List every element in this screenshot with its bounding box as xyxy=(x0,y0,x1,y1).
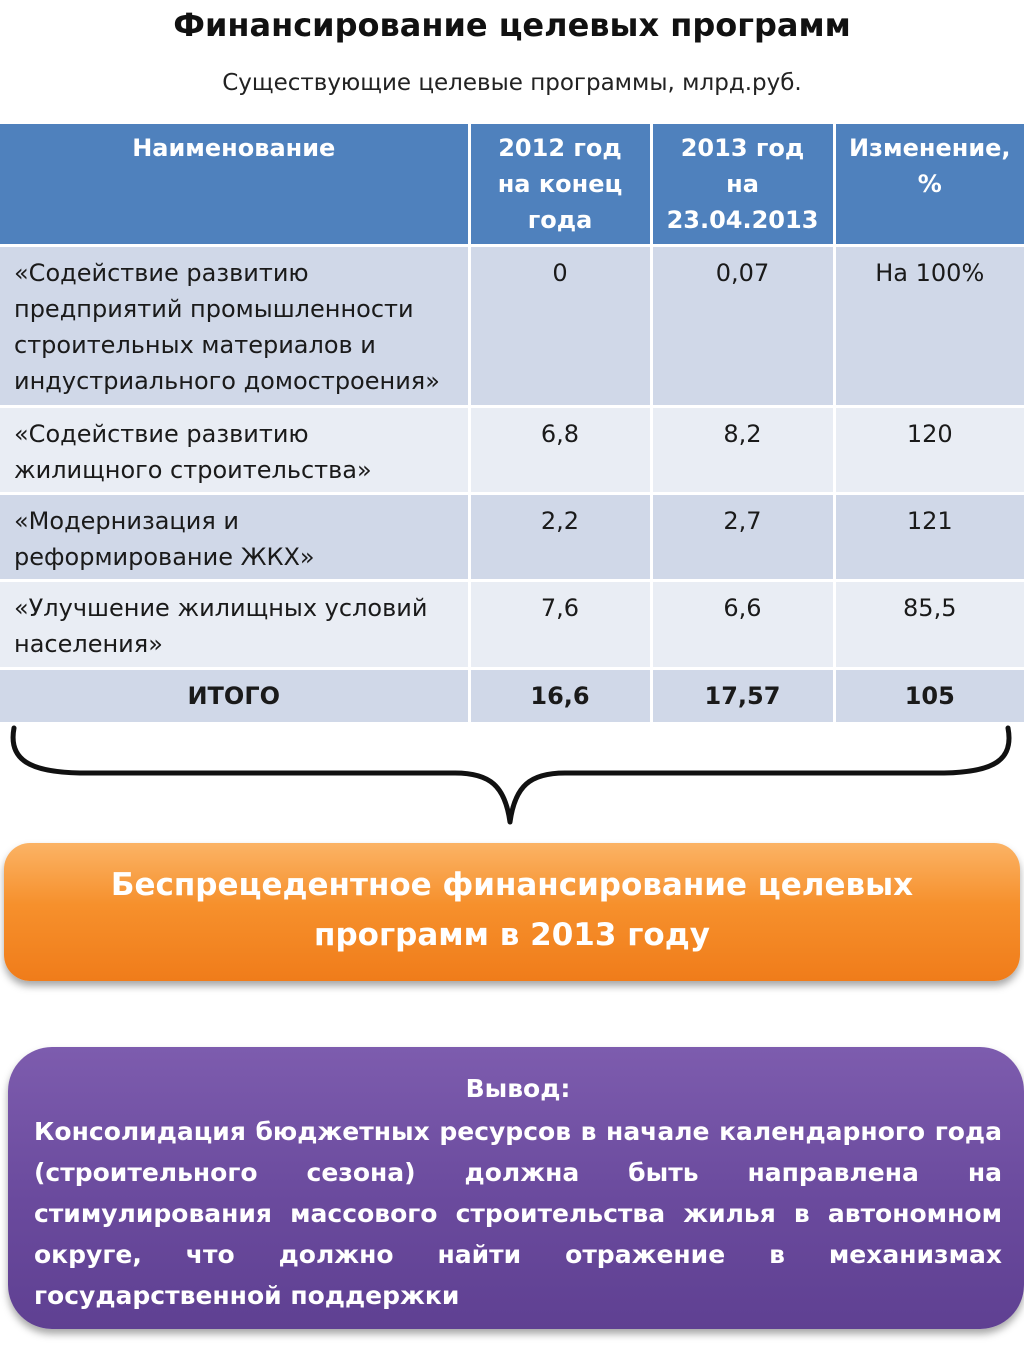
value-2013: 2,7 xyxy=(651,493,834,580)
highlight-banner xyxy=(4,843,1020,981)
header-2013-line: 2013 год xyxy=(680,134,805,162)
header-2013-line: на xyxy=(726,170,759,198)
value-change: 85,5 xyxy=(834,580,1024,668)
program-name-line: «Модернизация и xyxy=(14,506,240,535)
conclusion-box xyxy=(8,1047,1024,1329)
banner-line: программ в 2013 году xyxy=(314,917,710,953)
program-name-line: предприятий промышленности xyxy=(14,294,414,323)
total-label: ИТОГО xyxy=(0,668,469,723)
header-2013 xyxy=(651,124,834,245)
value-2012: 0 xyxy=(469,245,651,406)
curly-brace-icon xyxy=(0,720,1024,830)
program-name xyxy=(0,493,469,580)
program-name-line: населения» xyxy=(14,629,163,658)
header-change-line: Изменение, xyxy=(848,134,1011,162)
program-name-line: реформирование ЖКХ» xyxy=(14,542,315,571)
program-name-line: «Содействие развитию xyxy=(14,419,309,448)
total-2012: 16,6 xyxy=(469,668,651,723)
conclusion-heading: Вывод: xyxy=(465,1074,571,1103)
program-name xyxy=(0,580,469,668)
table-row xyxy=(0,406,1024,493)
conclusion-line: государственной поддержки xyxy=(34,1281,460,1310)
header-change xyxy=(834,124,1024,245)
value-2013: 6,6 xyxy=(651,580,834,668)
program-name-line: строительных материалов и xyxy=(14,330,376,359)
header-2012-line: года xyxy=(527,206,593,234)
conclusion-line: (строительного сезона) должна быть направлена на xyxy=(34,1158,1002,1187)
program-name-line: «Улучшение жилищных условий xyxy=(14,593,428,622)
conclusion-line: стимулирования массового строительства жилья в автономном xyxy=(34,1199,1002,1228)
program-name xyxy=(0,245,469,406)
header-2013-line: 23.04.2013 xyxy=(666,206,819,234)
table-row xyxy=(0,245,1024,406)
table-header-row xyxy=(0,124,1024,245)
total-change: 105 xyxy=(834,668,1024,723)
page-title: Финансирование целевых программ xyxy=(173,6,851,44)
programs-table xyxy=(0,124,1024,725)
program-name-line: индустриального домостроения» xyxy=(14,366,440,395)
header-2012 xyxy=(469,124,651,245)
value-2013: 0,07 xyxy=(651,245,834,406)
value-2012: 6,8 xyxy=(469,406,651,493)
conclusion-line: Консолидация бюджетных ресурсов в начале календарного года xyxy=(34,1117,1002,1146)
header-2012-line: 2012 год xyxy=(498,134,622,162)
value-change: 121 xyxy=(834,493,1024,580)
table-row xyxy=(0,580,1024,668)
page-subtitle: Существующие целевые программы, млрд.руб. xyxy=(222,70,802,96)
program-name-line: «Содействие развитию xyxy=(14,258,309,287)
value-2012: 7,6 xyxy=(469,580,651,668)
conclusion-text xyxy=(34,1111,1002,1316)
header-change-line: % xyxy=(917,170,942,198)
value-2013: 8,2 xyxy=(651,406,834,493)
header-name: Наименование xyxy=(0,124,469,245)
header-2012-line: на конец xyxy=(497,170,623,198)
banner-line: Беспрецедентное финансирование целевых xyxy=(110,867,914,903)
value-2012: 2,2 xyxy=(469,493,651,580)
table-total-row xyxy=(0,668,1024,723)
program-name-line: жилищного строительства» xyxy=(14,455,372,484)
value-change: На 100% xyxy=(834,245,1024,406)
total-2013: 17,57 xyxy=(651,668,834,723)
value-change: 120 xyxy=(834,406,1024,493)
program-name xyxy=(0,406,469,493)
conclusion-line: округе, что должно найти отражение в механизмах xyxy=(34,1240,1002,1269)
table-row xyxy=(0,493,1024,580)
